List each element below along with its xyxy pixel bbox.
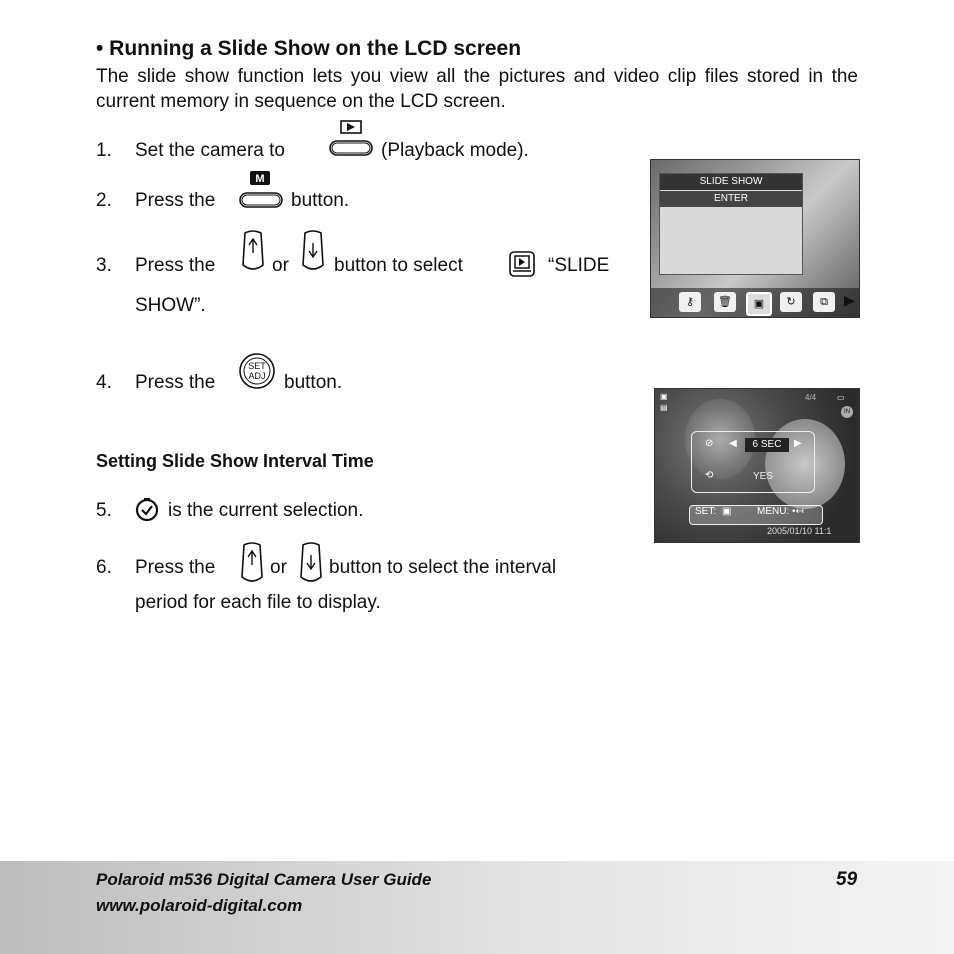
menu-button-icon (238, 169, 284, 216)
timer-icon: ⊘ (705, 438, 714, 449)
menu-key-label: M (255, 173, 265, 185)
up-arrow-icon (240, 541, 264, 592)
slideshow-menu-title: SLIDE SHOW (660, 174, 802, 190)
step-2-text: Press the (135, 190, 216, 211)
down-arrow-icon (301, 229, 325, 280)
rotate-icon: ↻ (780, 292, 802, 312)
up-arrow-icon (241, 229, 265, 280)
step-4-text-end: button. (284, 372, 343, 393)
step-6-or: or (270, 557, 287, 578)
set-adj-button-icon (238, 352, 276, 395)
step-3-text-wrap: SHOW”. (135, 295, 206, 316)
slideshow-menu-icon: ▣ (746, 292, 772, 316)
step-4-text: Press the (135, 372, 216, 393)
step-6-text: Press the (135, 557, 216, 578)
resolution-icon: ▤ (660, 403, 668, 412)
adj-key-label: ADJ (248, 371, 266, 381)
footer-title: Polaroid m536 Digital Camera User Guide (96, 870, 432, 889)
footer-url: www.polaroid-digital.com (96, 896, 303, 915)
timer-icon (134, 497, 160, 528)
next-arrow-icon: ▶ (844, 292, 855, 308)
step-2-number: 2. (96, 190, 112, 211)
step-3-text: Press the (135, 255, 216, 276)
page-number: 59 (836, 869, 858, 890)
intro-paragraph: The slide show function lets you view all the pictures and video clip files stored in the current memory in sequence on the LCD screen. (96, 66, 858, 112)
interval-value: 6 SEC (745, 438, 789, 452)
section-heading: • Running a Slide Show on the LCD screen (96, 37, 522, 60)
step-2-text-end: button. (291, 190, 350, 211)
step-5-text: is the current selection. (168, 500, 364, 521)
step-1-text: Set the camera to (135, 140, 285, 161)
set-hint: SET: (695, 506, 717, 517)
lcd-screen-slideshow-interval (654, 388, 860, 543)
repeat-value: YES (753, 471, 774, 482)
delete-icon: 🗑 (714, 292, 736, 312)
step-3-text-mid: button to select (334, 255, 463, 276)
step-6-text-end: button to select the interval (329, 557, 557, 578)
slideshow-menu-panel (659, 173, 803, 275)
repeat-icon: ⟲ (705, 470, 714, 481)
playback-icon (328, 119, 374, 164)
step-6-text-wrap: period for each file to display. (135, 592, 381, 613)
step-1-text-end: (Playback mode). (381, 140, 529, 161)
resize-icon: ⧉ (813, 292, 835, 312)
slideshow-icon: ▣ (722, 506, 732, 517)
date-stamp: 2005/01/10 11:1 (767, 526, 832, 536)
step-3-text-end: “SLIDE (548, 255, 610, 276)
step-3-number: 3. (96, 255, 112, 276)
step-6-number: 6. (96, 557, 112, 578)
subheading: Setting Slide Show Interval Time (96, 451, 374, 471)
menu-hint: MENU: (757, 506, 790, 517)
protect-icon: ⚷ (679, 292, 701, 312)
step-4-number: 4. (96, 372, 112, 393)
image-counter: 4/4 (805, 393, 817, 402)
battery-icon: ▭ (837, 393, 845, 402)
internal-memory-icon: IN (841, 406, 853, 418)
step-5-number: 5. (96, 500, 112, 521)
down-arrow-icon (299, 541, 323, 592)
slideshow-menu-enter: ENTER (660, 191, 802, 207)
lcd-screen-slideshow-menu (650, 159, 860, 318)
step-3-or: or (272, 255, 289, 276)
left-arrow-icon: ◀ (729, 438, 737, 449)
return-icon: •↤ (792, 506, 804, 517)
playback-mode-icon: ▣ (660, 392, 668, 401)
step-1-number: 1. (96, 140, 112, 161)
right-arrow-icon: ▶ (794, 438, 802, 449)
set-key-label: SET (248, 361, 266, 371)
slideshow-icon (509, 251, 535, 282)
